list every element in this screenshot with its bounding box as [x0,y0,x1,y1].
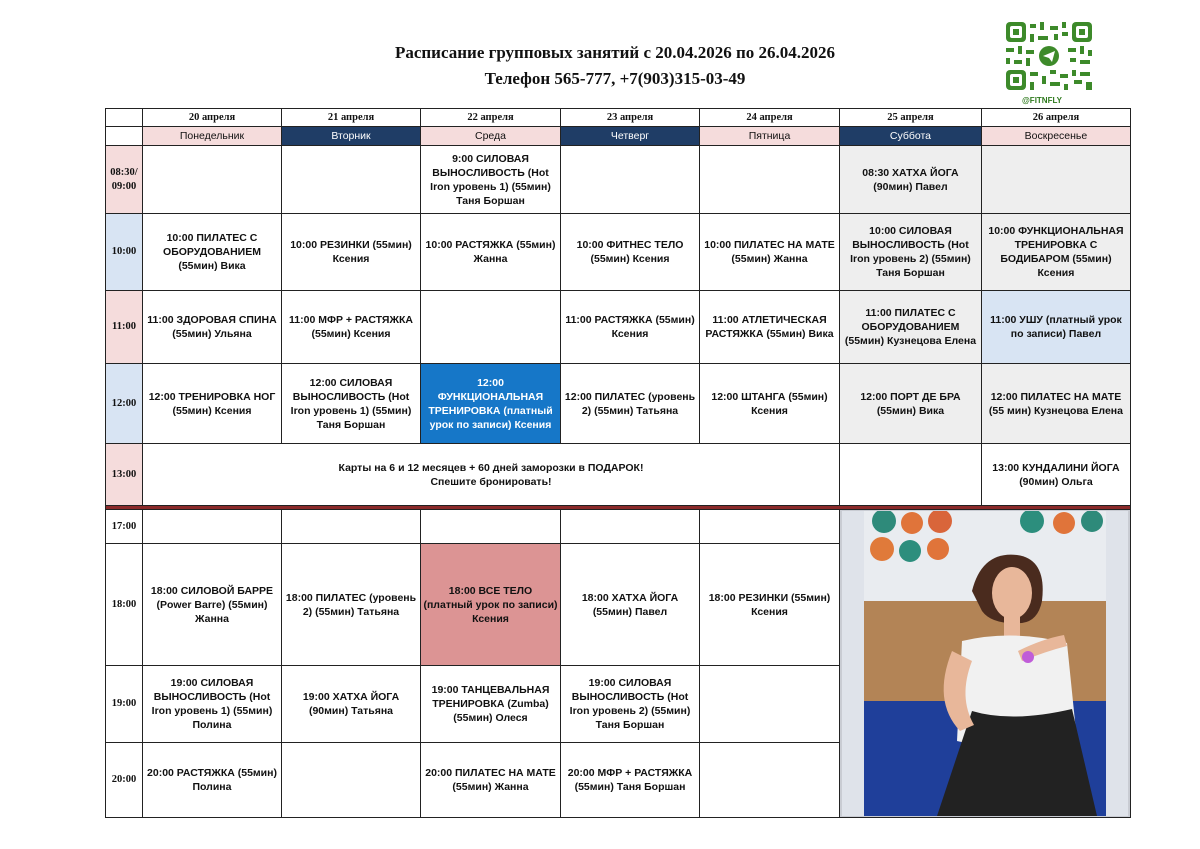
promo-line-2: Спешите бронировать! [430,475,552,488]
time-label: 17:00 [106,510,143,544]
empty-slot [421,510,561,544]
class-slot: 19:00 СИЛОВАЯ ВЫНОСЛИВОСТЬ (Hot Iron уровень 1) (55мин) Полина [143,666,282,743]
day-name: Пятница [700,127,840,146]
phone-line: Телефон 565-777, +7(903)315-03-49 [484,69,746,88]
date-separator: по [736,43,755,62]
class-slot: 10:00 ПИЛАТЕС С ОБОРУДОВАНИЕМ (55мин) Вика [143,214,282,291]
class-slot: 20:00 РАСТЯЖКА (55мин) Полина [143,743,282,818]
day-date: 23 апреля [561,109,700,127]
promo-banner [143,444,840,506]
class-slot: 11:00 АТЛЕТИЧЕСКАЯ РАСТЯЖКА (55мин) Вика [700,291,840,364]
class-slot: 18:00 СИЛОВОЙ БАРРЕ (Power Barre) (55мин) Жанна [143,544,282,666]
class-slot: 9:00 СИЛОВАЯ ВЫНОСЛИВОСТЬ (Hot Iron уровень 1) (55мин) Таня Боршан [421,146,561,214]
class-slot: 12:00 ПИЛАТЕС (уровень 2) (55мин) Татьяна [561,364,700,444]
class-slot: 18:00 ХАТХА ЙОГА (55мин) Павел [561,544,700,666]
day-name: Воскресенье [981,127,1130,146]
class-slot: 11:00 УШУ (платный урок по записи) Павел [981,291,1130,364]
class-slot: 08:30 ХАТХА ЙОГА (90мин) Павел [840,146,982,214]
fitness-woman-photo [842,511,1128,816]
class-slot: 18:00 ВСЕ ТЕЛО (платный урок по записи) Ксения [421,544,561,666]
day-name: Вторник [282,127,421,146]
day-date: 26 апреля [981,109,1130,127]
class-slot: 18:00 РЕЗИНКИ (55мин) Ксения [700,544,840,666]
class-slot: 20:00 МФР + РАСТЯЖКА (55мин) Таня Боршан [561,743,700,818]
day-date: 20 апреля [143,109,282,127]
time-row-0830 [106,146,1131,214]
day-date: 24 апреля [700,109,840,127]
time-label: 08:30/ 09:00 [106,146,143,214]
class-slot: 10:00 ПИЛАТЕС НА МАТЕ (55мин) Жанна [700,214,840,291]
time-row-1000 [106,214,1131,291]
empty-slot [143,510,282,544]
class-slot: 12:00 ФУНКЦИОНАЛЬНАЯ ТРЕНИРОВКА (платный урок по записи) Ксения [421,364,561,444]
day-date: 25 апреля [840,109,982,127]
class-slot: 12:00 ШТАНГА (55мин) Ксения [700,364,840,444]
class-slot: 20:00 ПИЛАТЕС НА МАТЕ (55мин) Жанна [421,743,561,818]
class-slot: 10:00 СИЛОВАЯ ВЫНОСЛИВОСТЬ (Hot Iron уровень 2) (55мин) Таня Боршан [840,214,982,291]
date-to: 26.04.2026 [758,43,836,62]
class-slot: 19:00 СИЛОВАЯ ВЫНОСЛИВОСТЬ (Hot Iron уровень 2) (55мин) Таня Боршан [561,666,700,743]
day-name: Среда [421,127,561,146]
day-name: Понедельник [143,127,282,146]
class-slot: 11:00 МФР + РАСТЯЖКА (55мин) Ксения [282,291,421,364]
time-row-1700 [106,510,1131,544]
day-date: 22 апреля [421,109,561,127]
time-label: 13:00 [106,444,143,506]
time-label: 11:00 [106,291,143,364]
time-label: 10:00 [106,214,143,291]
class-slot: 11:00 РАСТЯЖКА (55мин) Ксения [561,291,700,364]
qr-code-icon [1004,20,1094,92]
class-slot: 12:00 СИЛОВАЯ ВЫНОСЛИВОСТЬ (Hot Iron уровень 1) (55мин) Таня Боршан [282,364,421,444]
time-label: 20:00 [106,743,143,818]
class-slot: 12:00 ТРЕНИРОВКА НОГ (55мин) Ксения [143,364,282,444]
empty-slot [282,510,421,544]
time-row-1300 [106,444,1131,506]
empty-slot [282,146,421,214]
empty-slot [700,666,840,743]
empty-slot [421,291,561,364]
time-label: 12:00 [106,364,143,444]
brand-handle: @FITNFLY [1022,96,1062,105]
class-slot: 12:00 ПОРТ ДЕ БРА (55мин) Вика [840,364,982,444]
empty-slot [561,510,700,544]
time-label: 18:00 [106,544,143,666]
class-slot: 18:00 ПИЛАТЕС (уровень 2) (55мин) Татьяна [282,544,421,666]
title-prefix: Расписание групповых занятий с [394,43,651,62]
class-slot: 10:00 РЕЗИНКИ (55мин) Ксения [282,214,421,291]
class-slot: 12:00 ПИЛАТЕС НА МАТЕ (55 мин) Кузнецова Елена [981,364,1130,444]
empty-slot [561,146,700,214]
class-slot: 10:00 ФИТНЕС ТЕЛО (55мин) Ксения [561,214,700,291]
dates-row [106,109,1131,127]
day-name: Суббота [840,127,982,146]
empty-slot [700,146,840,214]
time-row-1200 [106,364,1131,444]
empty-slot [282,743,421,818]
empty-slot [981,146,1130,214]
class-slot: 11:00 ПИЛАТЕС С ОБОРУДОВАНИЕМ (55мин) Кузнецова Елена [840,291,982,364]
empty-slot [700,510,840,544]
day-name: Четверг [561,127,700,146]
weekdays-row [106,127,1131,146]
date-from: 20.04.2026 [655,43,732,62]
class-slot: 11:00 ЗДОРОВАЯ СПИНА (55мин) Ульяна [143,291,282,364]
class-slot: 10:00 РАСТЯЖКА (55мин) Жанна [421,214,561,291]
time-label: 19:00 [106,666,143,743]
empty-slot [700,743,840,818]
promo-line-1: Карты на 6 и 12 месяцев + 60 дней заморозки в ПОДАРОК! [338,461,644,474]
class-slot: 13:00 КУНДАЛИНИ ЙОГА (90мин) Ольга [981,444,1130,506]
time-row-1100 [106,291,1131,364]
empty-slot [840,444,982,506]
class-slot: 19:00 ХАТХА ЙОГА (90мин) Татьяна [282,666,421,743]
corner-cell [106,127,143,146]
promo-photo [840,510,1131,818]
class-slot: 10:00 ФУНКЦИОНАЛЬНАЯ ТРЕНИРОВКА С БОДИБАРОМ (55мин) Ксения [981,214,1130,291]
corner-cell [106,109,143,127]
class-slot: 19:00 ТАНЦЕВАЛЬНАЯ ТРЕНИРОВКА (Zumba) (55мин) Олеся [421,666,561,743]
day-date: 21 апреля [282,109,421,127]
empty-slot [143,146,282,214]
schedule-table [105,108,1131,818]
